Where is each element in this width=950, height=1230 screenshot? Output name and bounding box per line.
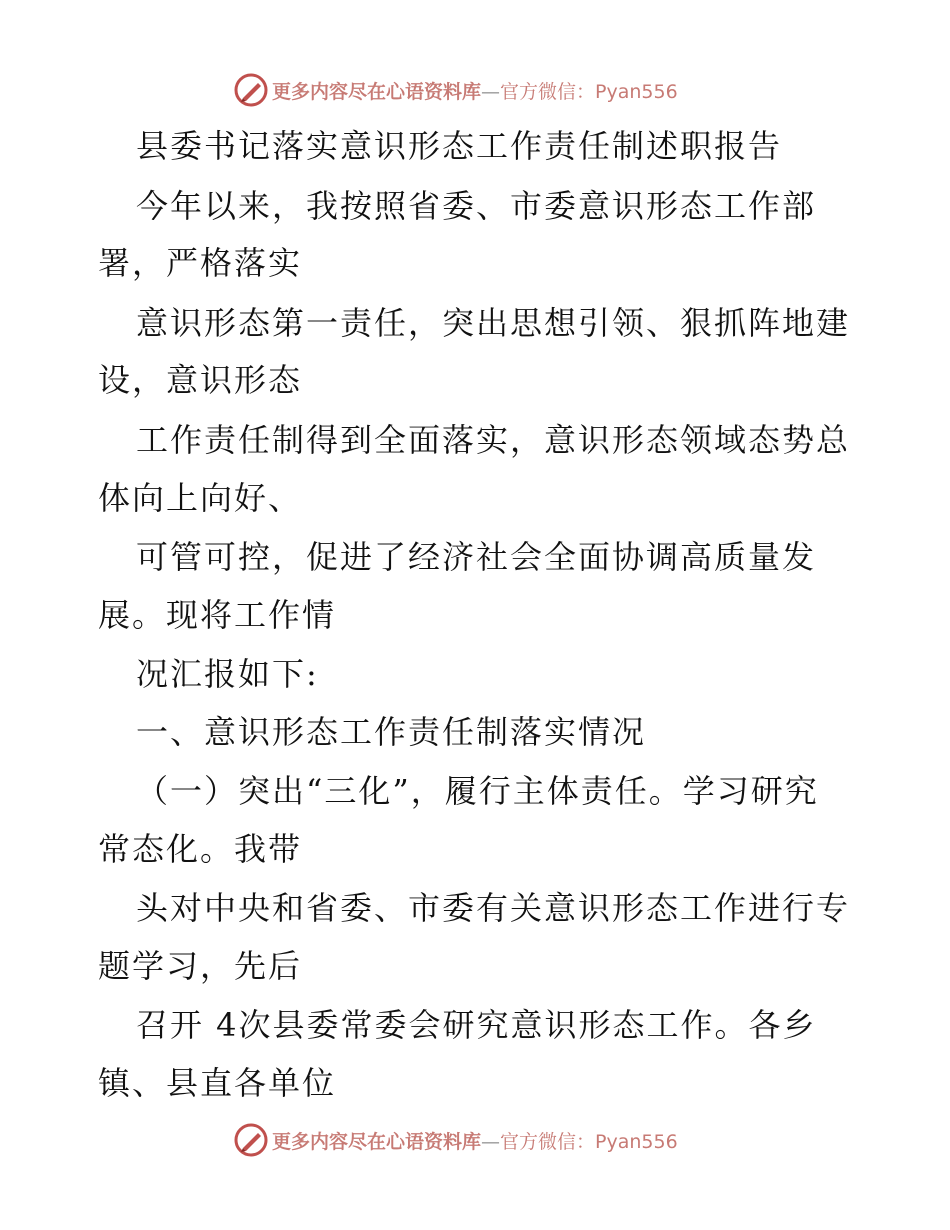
paragraph-line: 题学习，先后 xyxy=(98,947,303,985)
paragraph-line: 可管可控，促进了经济社会全面协调高质量发 xyxy=(136,538,817,576)
pen-logo-icon xyxy=(234,73,268,107)
paragraph-line: 意识形态第一责任，突出思想引领、狠抓阵地建 xyxy=(136,304,851,342)
document-title: 县委书记落实意识形态工作责任制述职报告 xyxy=(136,127,783,165)
section-heading: 一、意识形态工作责任制落实情况 xyxy=(136,713,647,751)
subsection-heading: （一）突出“三化”，履行主体责任。学习研究 xyxy=(136,772,819,810)
paragraph-line: 头对中央和省委、市委有关意识形态工作进行专 xyxy=(136,889,851,927)
watermark-text: 更多内容尽在心语资料库—官方微信：Pyan556 xyxy=(272,1130,678,1153)
header-watermark xyxy=(234,72,678,108)
pen-logo-icon xyxy=(234,1123,268,1157)
paragraph-line: 常态化。我带 xyxy=(98,830,303,868)
watermark-text: 更多内容尽在心语资料库—官方微信：Pyan556 xyxy=(272,80,678,103)
paragraph-line: 展。现将工作情 xyxy=(98,596,337,634)
paragraph-line: 今年以来，我按照省委、市委意识形态工作部 xyxy=(136,187,817,225)
paragraph-line: 设，意识形态 xyxy=(98,361,303,399)
paragraph-line: 工作责任制得到全面落实，意识形态领域态势总 xyxy=(136,421,851,459)
paragraph-line: 署，严格落实 xyxy=(98,244,303,282)
paragraph-line: 召开 4次县委常委会研究意识形态工作。各乡 xyxy=(136,1006,817,1044)
paragraph-line: 镇、县直各单位 xyxy=(98,1064,337,1102)
paragraph-line: 体向上向好、 xyxy=(98,479,303,517)
footer-watermark xyxy=(234,1122,678,1158)
paragraph-line: 况汇报如下: xyxy=(136,655,319,693)
